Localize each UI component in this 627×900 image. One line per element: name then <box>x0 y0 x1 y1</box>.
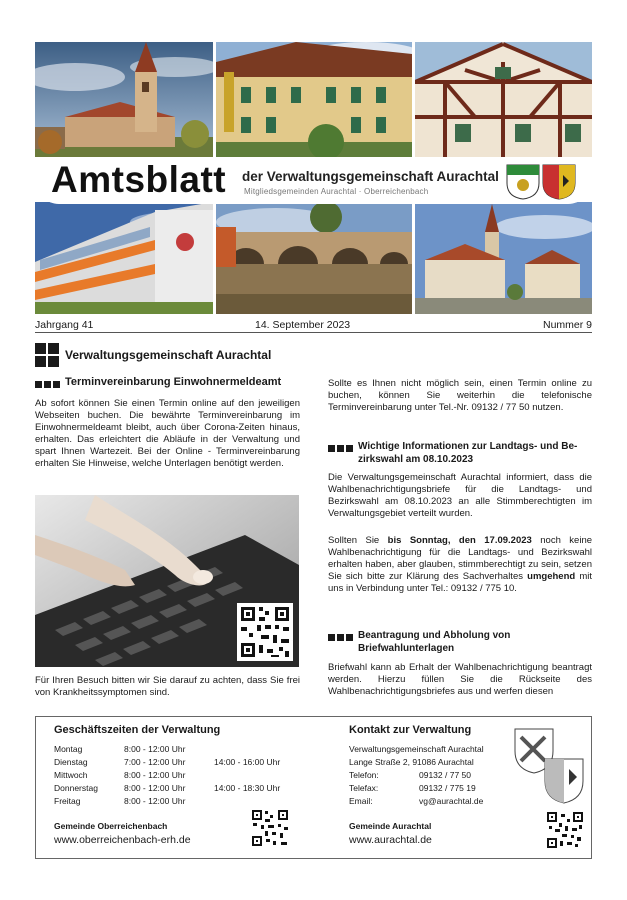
contact-title: Kontakt zur Verwaltung <box>349 724 472 736</box>
office-hours-row <box>54 769 304 782</box>
photo-half-timbered-house <box>415 42 592 157</box>
heading-bullets-icon <box>328 443 355 456</box>
photo-stone-bridge <box>216 202 412 314</box>
footer-info-box <box>35 716 592 859</box>
photo-village-church <box>415 202 592 314</box>
office-hours-day: Montag <box>54 744 83 754</box>
office-hours-morning: 7:00 - 12:00 Uhr <box>124 757 186 767</box>
issue-number: Nummer 9 <box>542 319 592 331</box>
email-address[interactable]: vg@aurachtal.de <box>419 796 484 806</box>
text-run: mit uns in Verbindung unter Tel.: 09132 / 775 10. <box>328 571 592 594</box>
office-hours-morning: 8:00 - 12:00 Uhr <box>124 783 186 793</box>
masthead-title: Amtsblatt <box>51 159 227 200</box>
photo-church-tower <box>35 42 213 157</box>
heading-bullets-icon <box>328 632 355 645</box>
text-run: noch keine Wahlbenachrichtigung für die Landtags- und Bezirkswahl erhalten haben, aber glauben, stimmberechtigt zu sein, setzen Sie sich bitte zur Klärung des Sachverhaltes <box>328 535 593 582</box>
contact-block <box>349 743 519 808</box>
office-hours-row <box>54 756 304 769</box>
office-hours-morning: 8:00 - 12:00 Uhr <box>124 770 186 780</box>
fax-number: 09132 / 775 19 <box>419 783 476 793</box>
office-hours-morning: 8:00 - 12:00 Uhr <box>124 796 186 806</box>
phone-number: 09132 / 77 50 <box>419 770 471 780</box>
municipal-crests-icon <box>513 727 585 805</box>
photo-manor-house <box>216 42 412 157</box>
office-hours-day: Dienstag <box>54 757 88 767</box>
issue-info-line <box>35 317 592 333</box>
email-label: Email: <box>349 796 373 806</box>
masthead-members: Mitgliedsgemeinden Aurachtal · Oberreichenbach <box>244 187 429 196</box>
article-heading-wahl <box>328 440 592 466</box>
article-paragraph: Sollte es Ihnen nicht möglich sein, einen Termin online zu buchen, können Sie weiterhin die telefonische Terminvereinbarung unter Tel.-Nr. 09132 / 77 50 nutzen. <box>328 378 592 413</box>
contact-org: Verwaltungsgemeinschaft Aurachtal <box>349 744 484 754</box>
contact-address: Lange Straße 2, 91086 Aurachtal <box>349 757 474 767</box>
article-paragraph: Für Ihren Besuch bitten wir Sie darauf zu achten, dass Sie frei von Krankheitssymptomen sind. <box>35 675 300 698</box>
office-hours-table <box>54 743 304 808</box>
qr-code-icon[interactable] <box>251 809 289 847</box>
office-hours-day: Mittwoch <box>54 770 88 780</box>
issue-volume: Jahrgang 41 <box>35 319 94 331</box>
text-run: Sollten Sie <box>328 535 388 546</box>
office-hours-afternoon: 14:00 - 16:00 Uhr <box>214 757 281 767</box>
article-paragraph: Ab sofort können Sie einen Termin online auf den jeweiligen Webseiten buchen. Die bewährte Terminvereinbarung im Einwohnermeldeamt bleibt, auch über Corona-Zeiten hinaus, erhalten. Das erleichtert die Abläufe in der Verwaltung und spart Ihnen Wartezeit. Bei der Online - Terminvereinbarung erhalten Sie Hinweise, welche Unterlagen benötigt werden. <box>35 398 300 469</box>
office-hours-row <box>54 795 304 808</box>
article-title-line1: Wichtige Informationen zur Landtags- und Be- <box>358 441 578 452</box>
article-paragraph-deadline <box>328 535 592 595</box>
issue-date: 14. September 2023 <box>255 319 351 331</box>
office-hours-row <box>54 782 304 795</box>
masthead-subtitle: der Verwaltungsgemeinschaft Aurachtal <box>242 169 499 184</box>
article-heading-termin <box>35 376 300 390</box>
masthead-banner <box>35 157 592 204</box>
section-title: Verwaltungsgemeinschaft Aurachtal <box>65 348 272 362</box>
office-hours-row <box>54 743 304 756</box>
qr-code-icon[interactable] <box>546 811 584 849</box>
municipality-url-aurachtal[interactable]: www.aurachtal.de <box>349 834 432 846</box>
article-title-line2: zirkswahl am 08.10.2023 <box>358 454 474 465</box>
text-run-bold: bis Sonntag, den 17.09.2023 <box>387 535 532 546</box>
office-hours-day: Donnerstag <box>54 783 98 793</box>
article-heading-briefwahl <box>328 629 592 655</box>
article-paragraph: Briefwahl kann ab Erhalt der Wahlbenachrichtigung beantragt werden. Hierzu füllen Sie die Rückseite des Wahlbenachrichtigungsbriefes aus und werfen diesen <box>328 662 592 697</box>
office-hours-morning: 8:00 - 12:00 Uhr <box>124 744 186 754</box>
photo-laptop-keyboard <box>35 495 299 667</box>
office-hours-title: Geschäftszeiten der Verwaltung <box>54 724 221 736</box>
article-title-line2: Briefwahlunterlagen <box>358 643 455 654</box>
section-squares-icon <box>35 343 59 367</box>
fax-label: Telefax: <box>349 783 379 793</box>
photo-school-building <box>35 202 213 314</box>
municipality-name-oberreichenbach: Gemeinde Oberreichenbach <box>54 821 168 831</box>
heading-bullets-icon <box>35 379 62 392</box>
office-hours-day: Freitag <box>54 796 81 806</box>
phone-label: Telefon: <box>349 770 379 780</box>
article-title: Terminvereinbarung Einwohnermeldeamt <box>65 376 282 388</box>
article-paragraph: Die Verwaltungsgemeinschaft Aurachtal informiert, dass die Wahlbenachrichtigungsbriefe für die Landtags- und Bezirkswahl am 08.10.2023 an alle Stimmberechtigten im Verwaltungsgebiet verteilt wurden. <box>328 472 592 519</box>
municipality-name-aurachtal: Gemeinde Aurachtal <box>349 821 432 831</box>
coats-of-arms-icon <box>505 161 577 201</box>
article-title-line1: Beantragung und Abholung von <box>358 630 511 641</box>
text-run-bold: umgehend <box>527 571 576 582</box>
office-hours-afternoon: 14:00 - 18:30 Uhr <box>214 783 281 793</box>
municipality-url-oberreichenbach[interactable]: www.oberreichenbach-erh.de <box>54 834 191 846</box>
